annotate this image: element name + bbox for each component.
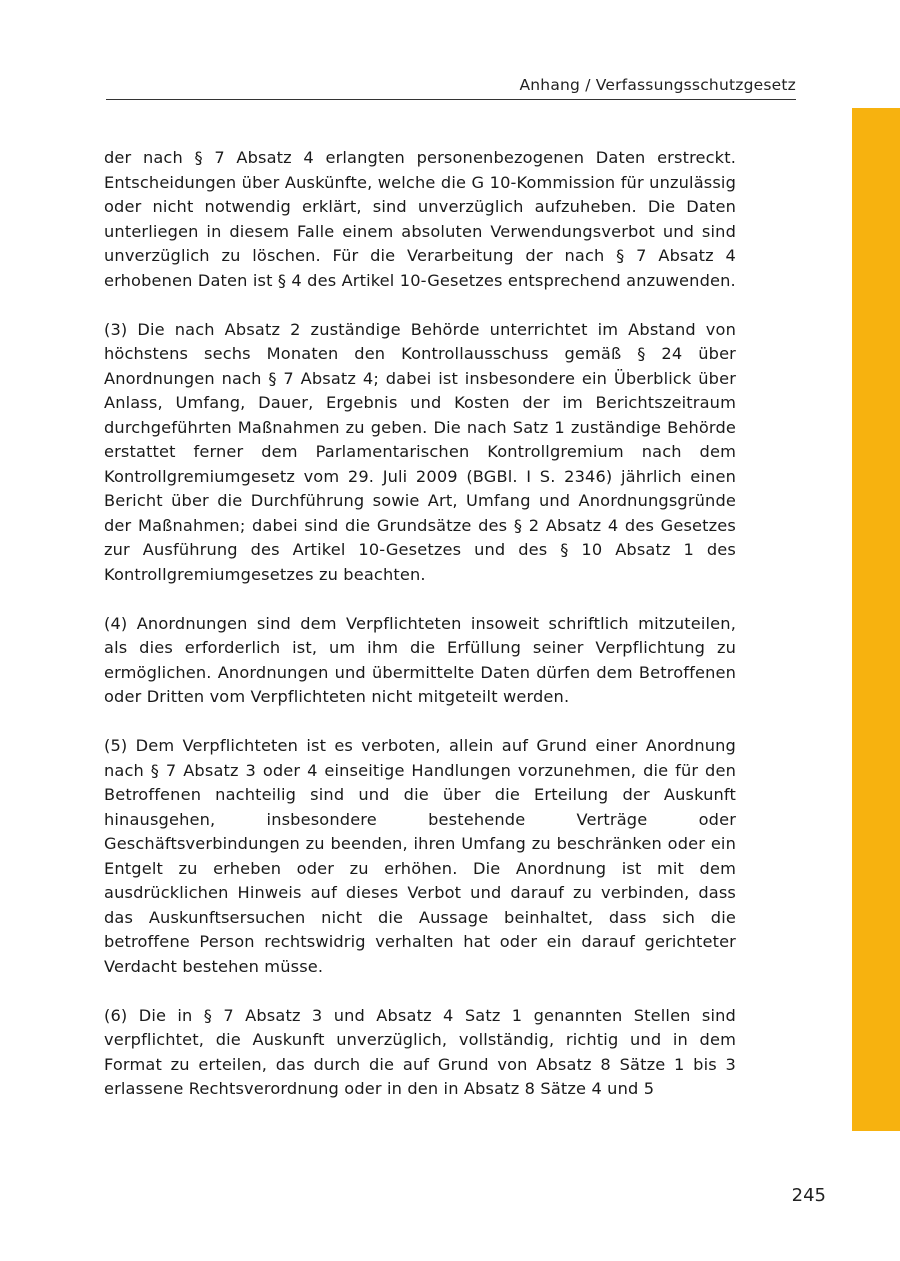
paragraph-4: (4) Anordnungen sind dem Verpflichteten insoweit schriftlich mitzuteilen, als dies erforderlich ist, um ihm die Erfüllung seiner Verpflichtung zu ermöglichen. Anordnungen und übermittelte Daten dürfen dem Betroffenen oder Dritten vom Verpflichteten nicht mitgeteilt werden. (104, 613, 736, 706)
header-divider (106, 99, 796, 100)
paragraph-continuation: der nach § 7 Absatz 4 erlangten personenbezogenen Daten erstreckt. Entscheidungen über Auskünfte, welche die G 10-Kommission für unzulässig oder nicht notwendig erklärt, sind unverzüglich aufzuheben. Die Daten unterliegen in diesem Falle einem absoluten Verwendungsverbot und sind unverzüglich zu löschen. Für die Verarbeitung der nach § 7 Absatz 4 erhobenen Daten ist § 4 des Artikel 10-Gesetzes entsprechend anzuwenden. (104, 148, 736, 290)
page-number: 245 (791, 1185, 826, 1206)
paragraph-5: (5) Dem Verpflichteten ist es verboten, allein auf Grund einer Anordnung nach § 7 Absatz 3 oder 4 einseitige Handlungen vorzunehmen, die für den Betroffenen nachteilig sind und die über die Erteilung der Auskunft hinausgehen, insbesondere bestehende Verträge oder Geschäftsverbindungen zu beenden, ihren Umfang zu beschränken oder ein Entgelt zu erheben oder zu erhöhen. Die Anordnung ist mit dem ausdrücklichen Hinweis auf dieses Verbot und darauf zu verbinden, dass das Auskunftsersuchen nicht die Aussage beinhaltet, dass sich die betroffene Person rechtswidrig verhalten hat oder ein darauf gerichteter Verdacht bestehen müsse. (104, 736, 736, 976)
body-text (104, 146, 736, 1126)
paragraph-6: (6) Die in § 7 Absatz 3 und Absatz 4 Satz 1 genannten Stellen sind verpflichtet, die Auskunft unverzüglich, vollständig, richtig und in dem Format zu erteilen, das durch die auf Grund von Absatz 8 Sätze 1 bis 3 erlassene Rechtsverordnung oder in den in Absatz 8 Sätze 4 und 5 (104, 1005, 736, 1098)
paragraph-3: (3) Die nach Absatz 2 zuständige Behörde unterrichtet im Abstand von höchstens sechs Monaten den Kontrollausschuss gemäß § 24 über Anordnungen nach § 7 Absatz 4; dabei ist insbesondere ein Überblick über Anlass, Umfang, Dauer, Ergebnis und Kosten der im Berichtszeitraum durchgeführten Maßnahmen zu geben. Die nach Satz 1 zuständige Behörde erstattet ferner dem Parlamentarischen Kontrollgremium nach dem Kontrollgremiumgesetz vom 29. Juli 2009 (BGBl. I S. 2346) jährlich einen Bericht über die Durchführung sowie Art, Umfang und Anordnungsgründe der Maßnahmen; dabei sind die Grundsätze des § 2 Absatz 4 des Gesetzes zur Ausführung des Artikel 10-Gesetzes und des § 10 Absatz 1 des Kontrollgremiumgesetzes zu beachten. (104, 319, 736, 584)
running-header: Anhang / Verfassungsschutzgesetz (519, 76, 796, 94)
chapter-side-tab (852, 108, 900, 1131)
